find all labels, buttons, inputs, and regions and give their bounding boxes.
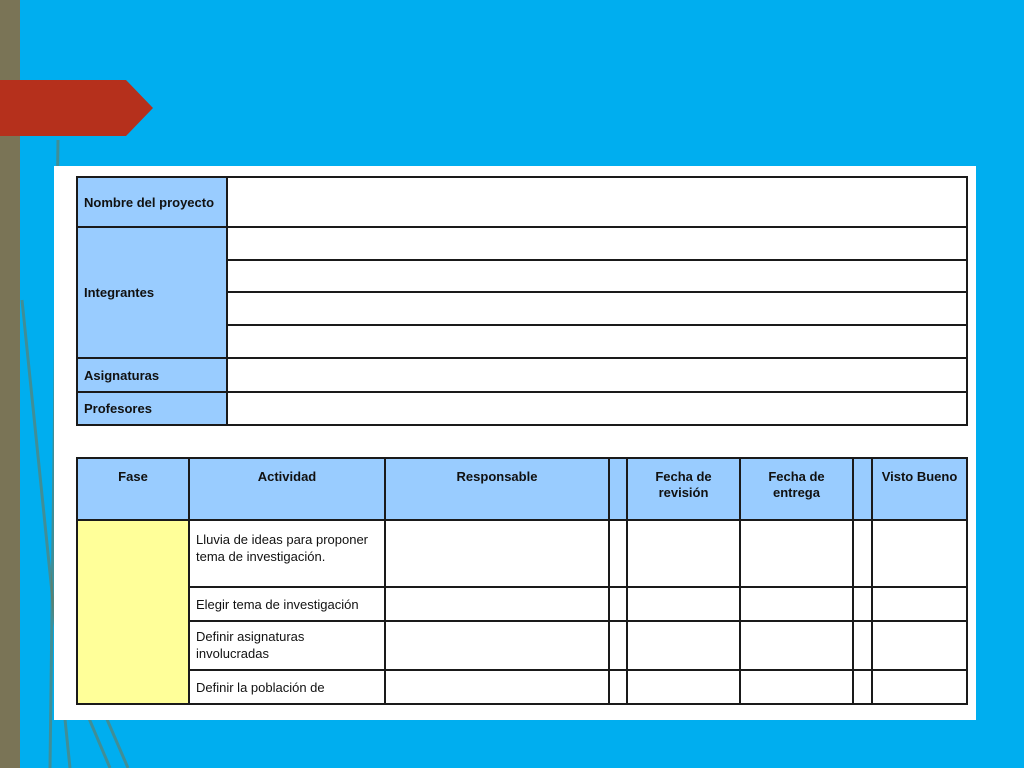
subjects-field[interactable]	[227, 358, 967, 392]
spacer-cell	[853, 670, 872, 704]
spacer-cell	[609, 520, 627, 587]
phase-cell[interactable]	[77, 520, 189, 704]
fecha-entrega-cell[interactable]	[740, 587, 853, 621]
visto-bueno-cell[interactable]	[872, 670, 967, 704]
arrow-tab-shape	[0, 80, 153, 136]
header-fase: Fase	[77, 458, 189, 520]
header-actividad: Actividad	[189, 458, 385, 520]
header-visto-bueno: Visto Bueno	[872, 458, 967, 520]
project-info-table	[76, 176, 968, 426]
spacer-cell	[609, 621, 627, 670]
responsable-cell[interactable]	[385, 520, 609, 587]
activity-cell: Elegir tema de investigación	[189, 587, 385, 621]
fecha-revision-cell[interactable]	[627, 621, 740, 670]
fecha-revision-cell[interactable]	[627, 587, 740, 621]
spacer-cell	[853, 621, 872, 670]
member-field[interactable]	[227, 260, 967, 292]
activity-cell: Definir asignaturas involucradas	[189, 621, 385, 670]
visto-bueno-cell[interactable]	[872, 520, 967, 587]
spacer-cell	[853, 520, 872, 587]
fecha-entrega-cell[interactable]	[740, 621, 853, 670]
member-field[interactable]	[227, 292, 967, 325]
header-fecha-entrega: Fecha de entrega	[740, 458, 853, 520]
fecha-entrega-cell[interactable]	[740, 520, 853, 587]
activity-cell: Definir la población de	[189, 670, 385, 704]
header-responsable: Responsable	[385, 458, 609, 520]
header-fecha-revision: Fecha de revisión	[627, 458, 740, 520]
activity-table	[76, 457, 968, 705]
responsable-cell[interactable]	[385, 621, 609, 670]
member-field[interactable]	[227, 325, 967, 358]
teachers-label: Profesores	[77, 392, 227, 425]
spacer-cell	[853, 587, 872, 621]
fecha-entrega-cell[interactable]	[740, 670, 853, 704]
document-page	[54, 166, 976, 720]
header-spacer	[609, 458, 627, 520]
members-label: Integrantes	[77, 227, 227, 358]
visto-bueno-cell[interactable]	[872, 587, 967, 621]
spacer-cell	[609, 670, 627, 704]
responsable-cell[interactable]	[385, 670, 609, 704]
fecha-revision-cell[interactable]	[627, 670, 740, 704]
fecha-revision-cell[interactable]	[627, 520, 740, 587]
teachers-field[interactable]	[227, 392, 967, 425]
activity-cell: Lluvia de ideas para proponer tema de investigación.	[189, 520, 385, 587]
header-spacer	[853, 458, 872, 520]
member-field[interactable]	[227, 227, 967, 260]
subjects-label: Asignaturas	[77, 358, 227, 392]
responsable-cell[interactable]	[385, 587, 609, 621]
visto-bueno-cell[interactable]	[872, 621, 967, 670]
project-name-field[interactable]	[227, 177, 967, 227]
project-name-label: Nombre del proyecto	[77, 177, 227, 227]
spacer-cell	[609, 587, 627, 621]
